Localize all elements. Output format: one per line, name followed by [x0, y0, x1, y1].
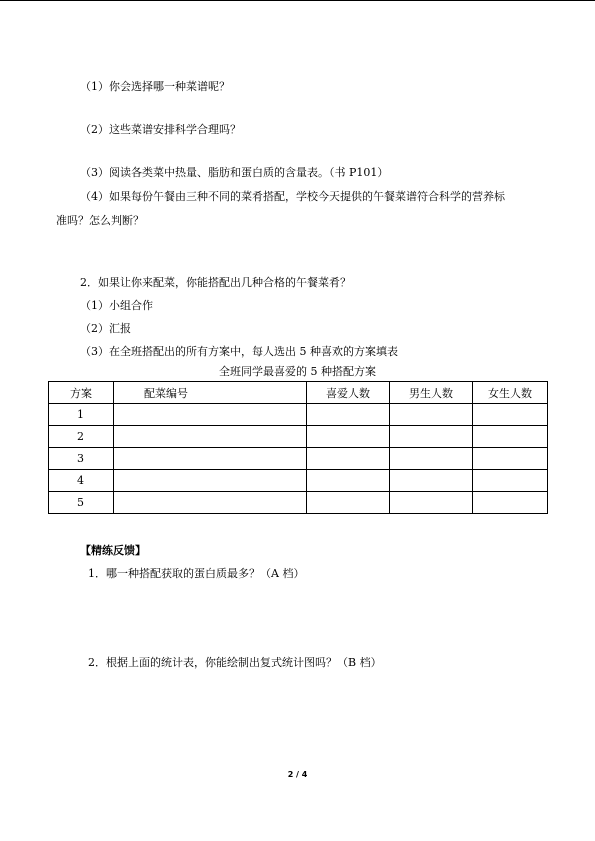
table-row [49, 492, 548, 514]
question-1-1: （1）你会选择哪一种菜谱呢？ [80, 80, 230, 93]
feedback-item-2: 2．根据上面的统计表，你能绘制出复式统计图吗？（B 档） [88, 656, 382, 669]
boys-count-cell[interactable] [390, 426, 473, 448]
girls-count-cell[interactable] [473, 426, 548, 448]
feedback-item-1: 1．哪一种搭配获取的蛋白质最多？（A 档） [88, 567, 305, 580]
page-number: 2 / 4 [287, 770, 308, 779]
feedback-heading: 【精练反馈】 [80, 544, 146, 557]
boys-count-cell[interactable] [390, 492, 473, 514]
header-plan: 方案 [49, 382, 114, 404]
table-caption: 全班同学最喜爱的 5 种搭配方案 [219, 365, 376, 378]
question-2-title: 2．如果让你来配菜，你能搭配出几种合格的午餐菜肴？ [80, 276, 351, 289]
girls-count-cell[interactable] [473, 470, 548, 492]
header-like-count: 喜爱人数 [307, 382, 390, 404]
header-boys-count: 男生人数 [390, 382, 473, 404]
question-1-2: （2）这些菜谱安排科学合理吗？ [80, 123, 241, 136]
like-count-cell[interactable] [307, 426, 390, 448]
question-2-step-2: （2）汇报 [80, 322, 131, 335]
girls-count-cell[interactable] [473, 492, 548, 514]
table-header-row [49, 382, 548, 404]
boys-count-cell[interactable] [390, 448, 473, 470]
girls-count-cell[interactable] [473, 448, 548, 470]
table-row [49, 448, 548, 470]
dish-numbers-cell[interactable] [114, 470, 307, 492]
dish-numbers-cell[interactable] [114, 404, 307, 426]
table-row [49, 404, 548, 426]
like-count-cell[interactable] [307, 448, 390, 470]
question-1-4: （4）如果每份午餐由三种不同的菜肴搭配，学校今天提供的午餐菜谱符合科学的营养标 [80, 190, 505, 203]
header-girls-count: 女生人数 [473, 382, 548, 404]
question-1-3: （3）阅读各类菜中热量、脂肪和蛋白质的含量表。（书 P101） [80, 166, 389, 179]
row-number: 5 [49, 492, 114, 514]
like-count-cell[interactable] [307, 492, 390, 514]
question-2-step-1: （1）小组合作 [80, 299, 153, 312]
table-row [49, 470, 548, 492]
dish-numbers-cell[interactable] [114, 448, 307, 470]
girls-count-cell[interactable] [473, 404, 548, 426]
row-number: 3 [49, 448, 114, 470]
like-count-cell[interactable] [307, 404, 390, 426]
top-border-line [0, 0, 595, 1]
boys-count-cell[interactable] [390, 470, 473, 492]
row-number: 1 [49, 404, 114, 426]
question-2-step-3: （3）在全班搭配出的所有方案中，每人选出 5 种喜欢的方案填表 [80, 345, 398, 358]
row-number: 4 [49, 470, 114, 492]
question-1-4-continued: 准吗？怎么判断？ [56, 214, 144, 227]
dish-numbers-cell[interactable] [114, 492, 307, 514]
favorite-plans-table [48, 381, 548, 514]
header-dish-numbers: 配菜编号 [114, 382, 307, 404]
like-count-cell[interactable] [307, 470, 390, 492]
row-number: 2 [49, 426, 114, 448]
dish-numbers-cell[interactable] [114, 426, 307, 448]
table-row [49, 426, 548, 448]
boys-count-cell[interactable] [390, 404, 473, 426]
